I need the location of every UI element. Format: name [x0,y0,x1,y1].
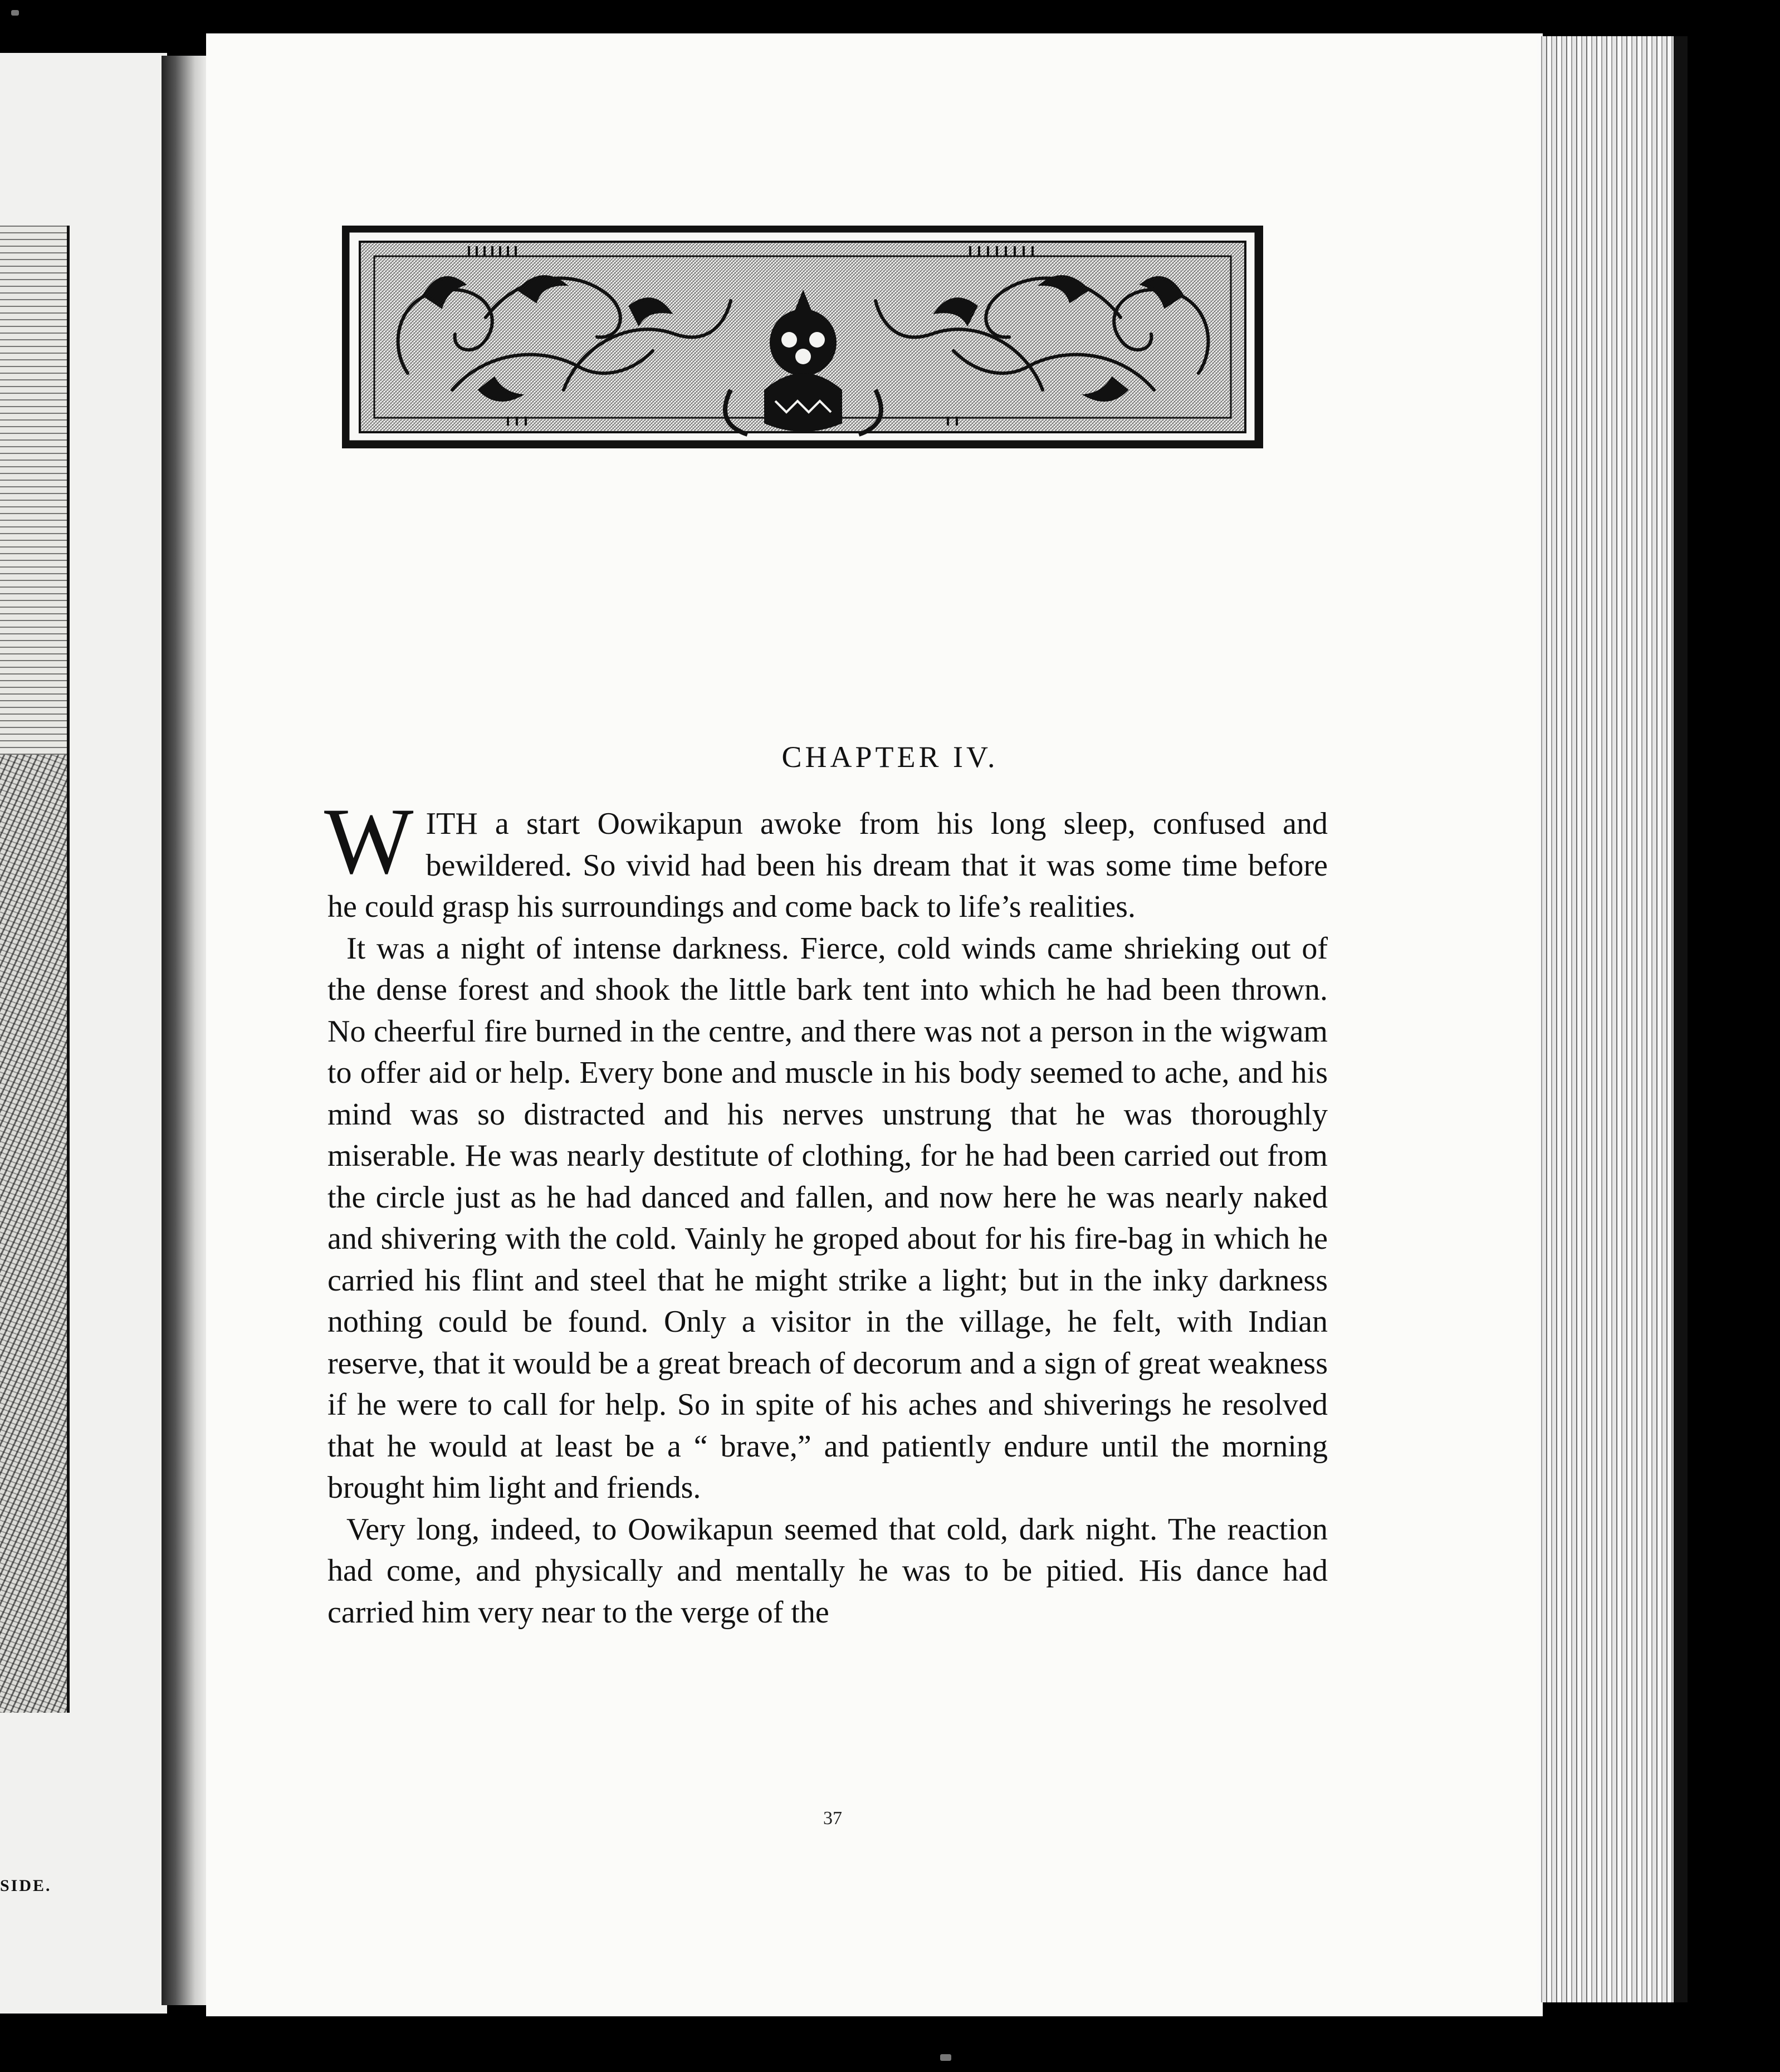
drop-cap: W [324,789,414,893]
page-edges [1537,36,1676,2002]
book-gutter [162,56,212,2005]
paragraph-1 [324,789,1328,928]
engraving-illustration [0,226,70,1713]
previous-page [0,53,167,2014]
chapter-title: CHAPTER IV. [781,740,999,774]
scan-speck [11,10,19,16]
ornamental-headpiece [341,206,1265,452]
scan-speck [940,2054,951,2061]
paragraph-2: It was a night of intense darkness. Fierce, cold winds came shrieking out of the dense forest and shook the little bark tent into which he had been thrown. No cheerful fire burned in the centre, and there was not a person in the wigwam to offer aid or help. Every bone and muscle in his body seemed to ache, and his mind was so distracted and his nerves unstrung that he was thoroughly miserable. He was nearly destitute of clothing, for he had been carried out from the circle just as he had danced and fallen, and now here he was nearly naked and shivering with the cold. Vainly he groped about for his fire-bag in which he carried his flint and steel that he might strike a light; but in the inky darkness nothing could be found. Only a visitor in the village, he felt, with Indian reserve, that it would be a great breach of decorum and a sign of great weakness if he were to call for help. So in spite of his aches and shiverings he resolved that he would at least be a “ brave,” and patiently endure until the morning brought him light and friends. [327,931,1328,1505]
page-number: 37 [823,1808,842,1829]
paragraph-3: Very long, indeed, to Oowikapun seemed that cold, dark night. The reaction had come, and physically and mentally he was to be pitied. His dance had carried him very near to the verge of the [327,1512,1328,1630]
paragraph-1-text: ITH a start Oowikapun awoke from his long sleep, confused and bewildered. So vivid had been his dream that it was some time before he could grasp his surroundings and come back to life’s realities. [327,807,1328,924]
chapter-body [324,789,1328,1633]
illustration-caption: SIDE. [0,1876,52,1895]
